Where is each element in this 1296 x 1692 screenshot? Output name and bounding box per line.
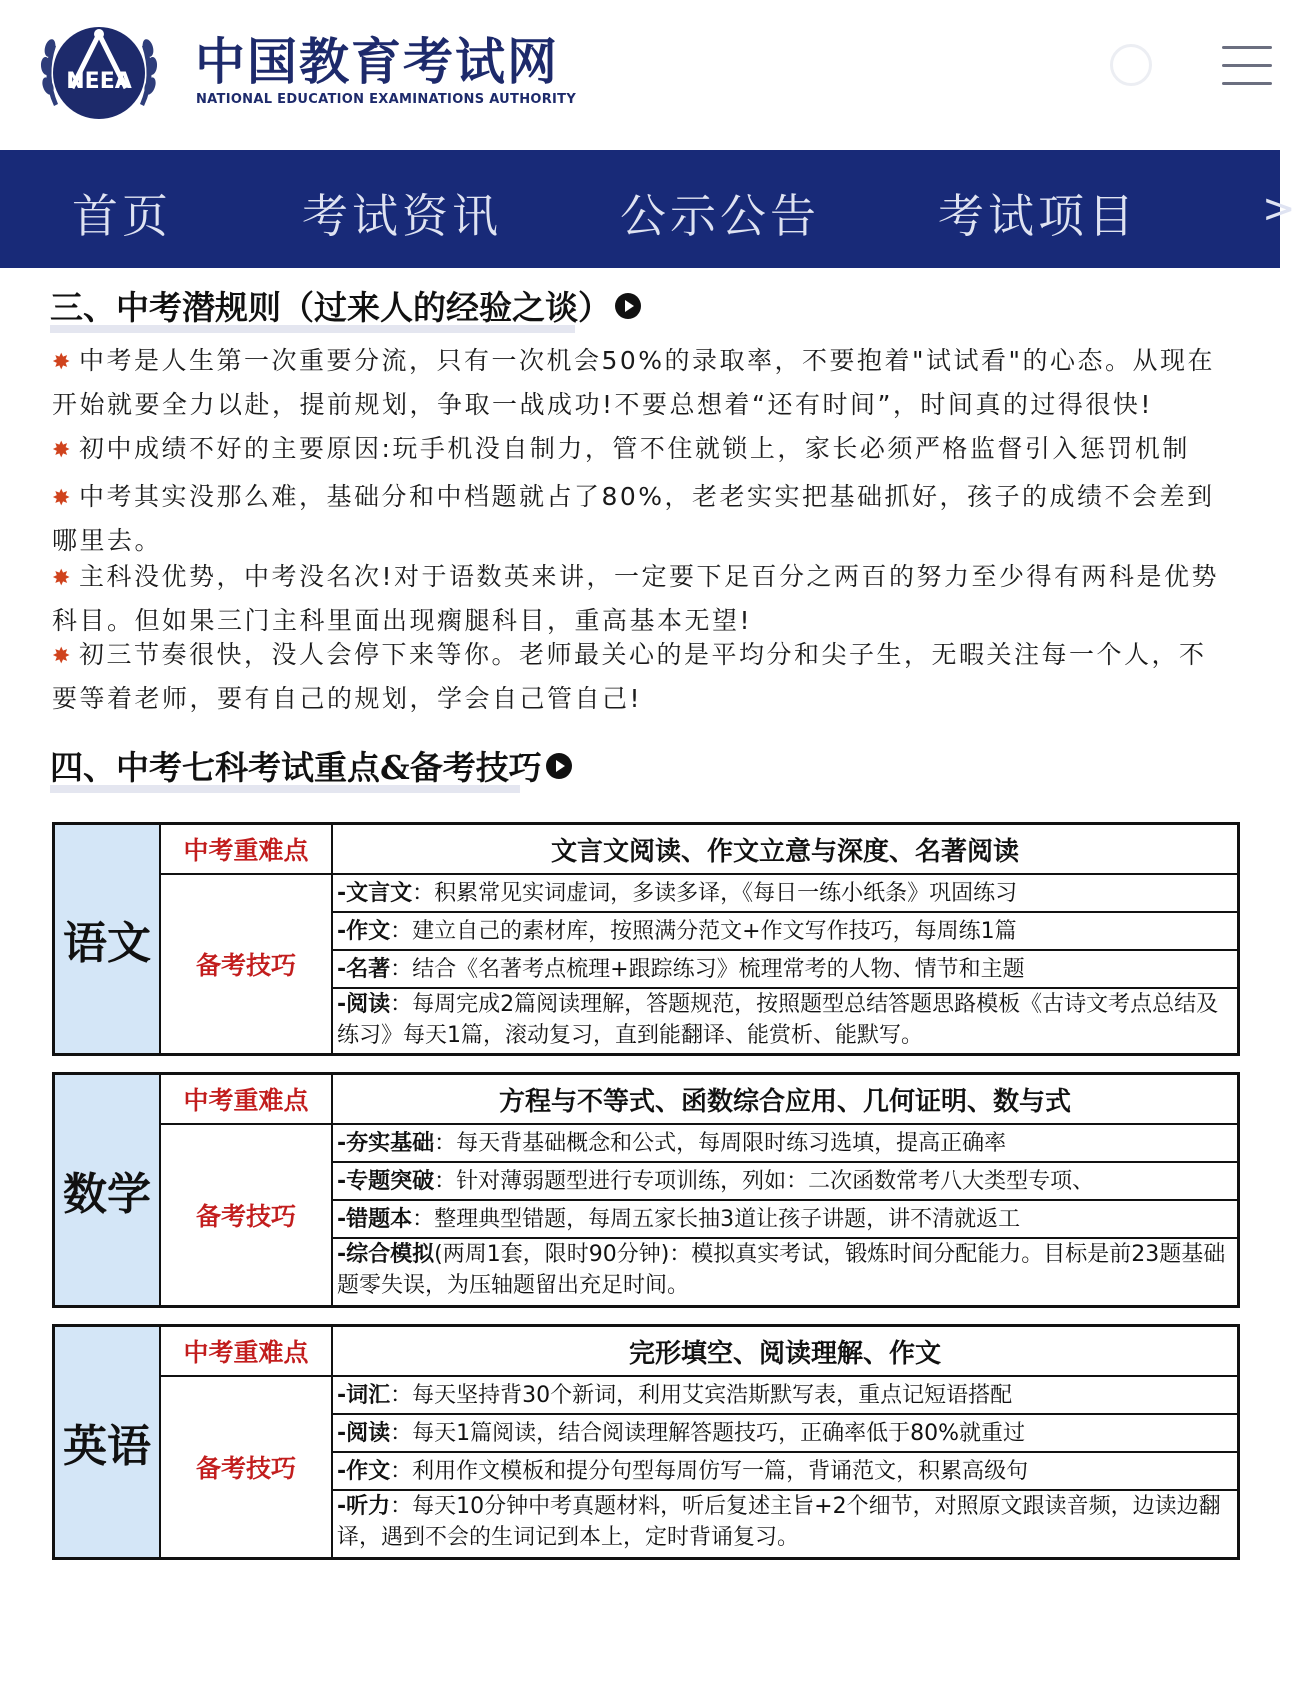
star-bullet-icon: ✸: [52, 566, 73, 591]
tip-row: -阅读 ：每天1篇阅读，结合阅读理解答题技巧，正确率低于80%就重过: [333, 1415, 1237, 1453]
rule-paragraph: ✸ 主科没优势，中考没名次!对于语数英来讲，一定要下足百分之两百的努力至少得有两科是优势科目。但如果三门主科里面出现瘸腿科目，重高基本无望!: [52, 562, 1219, 635]
key-points-text: 方程与不等式、函数综合应用、几何证明、数与式: [333, 1075, 1237, 1125]
key-points-text: 完形填空、阅读理解、作文: [333, 1327, 1237, 1377]
rule-paragraph: ✸ 中考是人生第一次重要分流，只有一次机会50%的录取率，不要抱着"试试看"的心态。从现在开始就要全力以赴，提前规划，争取一战成功!不要总想着“还有时间”，时间真的过得很快!: [52, 346, 1216, 419]
subject-name: 语文: [55, 825, 161, 1053]
subject-name: 数学: [55, 1075, 161, 1305]
nav-home[interactable]: 首页: [72, 189, 172, 243]
site-header: [0, 0, 1280, 150]
menu-icon[interactable]: [1222, 46, 1272, 92]
tip-row: -名著 ：结合《名著考点梳理+跟踪练习》梳理常考的人物、情节和主题: [333, 951, 1237, 989]
rule-paragraph: ✸ 中考其实没那么难，基础分和中档题就占了80%，老老实实把基础抓好，孩子的成绩不会差到哪里去。: [52, 482, 1215, 555]
search-icon[interactable]: [1110, 44, 1152, 86]
tip-row: -专题突破 ：针对薄弱题型进行专项训练，列如：二次函数常考八大类型专项、: [333, 1163, 1237, 1201]
tips-list: [333, 1125, 1237, 1305]
rule-paragraph: ✸ 初中成绩不好的主要原因:玩手机没自制力，管不住就锁上，家长必须严格监督引入惩罚机制: [52, 434, 1190, 463]
tip-row: -综合模拟(两周1套，限时90分钟)：模拟真实考试，锻炼时间分配能力。目标是前23题基础题零失误，为压轴题留出充足时间。: [337, 1242, 1226, 1298]
tip-row: -阅读：每周完成2篇阅读理解，答题规范，按照题型总结答题思路模板《古诗文考点总结及练习》每天1篇，滚动复习，直到能翻译、能赏析、能默写。: [337, 992, 1219, 1048]
nav-exam-projects[interactable]: 考试项目: [938, 189, 1138, 243]
tips-list: [333, 875, 1237, 1053]
tip-row: -作文 ：建立自己的素材库，按照满分范文+作文写作技巧，每周练1篇: [333, 913, 1237, 951]
tips-list: [333, 1377, 1237, 1557]
key-points-label: 中考重难点: [161, 1327, 333, 1377]
tip-row: -词汇 ：每天坚持背30个新词，利用艾宾浩斯默写表，重点记短语搭配: [333, 1377, 1237, 1415]
main-nav: [0, 150, 1296, 268]
nav-exam-news[interactable]: 考试资讯: [302, 189, 502, 243]
subject-table-chinese: [52, 822, 1240, 1056]
tips-label: 备考技巧: [161, 875, 333, 1053]
tip-row: -作文 ：利用作文模板和提分句型每周仿写一篇，背诵范文，积累高级句: [333, 1453, 1237, 1491]
subject-name: 英语: [55, 1327, 161, 1557]
section4-title: 四、中考七科考试重点&备考技巧: [50, 742, 572, 789]
tip-row: -听力：每天10分钟中考真题材料，听后复述主旨+2个细节，对照原文跟读音频，边读边翻译，遇到不会的生词记到本上，定时背诵复习。: [337, 1494, 1221, 1550]
key-points-label: 中考重难点: [161, 825, 333, 875]
star-bullet-icon: ✸: [52, 486, 73, 511]
subject-table-math: [52, 1072, 1240, 1308]
tips-label: 备考技巧: [161, 1125, 333, 1305]
site-subtitle: NATIONAL EDUCATION EXAMINATIONS AUTHORITY: [196, 92, 577, 107]
site-title[interactable]: 中国教育考试网: [195, 33, 559, 91]
neea-logo-icon[interactable]: [32, 6, 166, 140]
star-bullet-icon: ✸: [52, 438, 73, 463]
tips-label: 备考技巧: [161, 1377, 333, 1557]
rule-paragraph: ✸ 初三节奏很快，没人会停下来等你。老师最关心的是平均分和尖子生，无暇关注每一个人，不要等着老师，要有自己的规划，学会自己管自己!: [52, 640, 1207, 713]
key-points-text: 文言文阅读、作文立意与深度、名著阅读: [333, 825, 1237, 875]
subject-table-english: [52, 1324, 1240, 1560]
star-bullet-icon: ✸: [52, 644, 73, 669]
key-points-label: 中考重难点: [161, 1075, 333, 1125]
star-bullet-icon: ✸: [52, 350, 73, 375]
nav-more-chevron-icon[interactable]: >: [1262, 186, 1296, 232]
logo-text: NEEA: [66, 69, 132, 94]
play-icon[interactable]: [615, 293, 641, 319]
tip-row: -文言文 ：积累常见实词虚词，多读多译，《每日一练小纸条》巩固练习: [333, 875, 1237, 913]
section3-title: 三、中考潜规则（过来人的经验之谈）: [50, 282, 641, 329]
tip-row: -错题本 ：整理典型错题，每周五家长抽3道让孩子讲题，讲不清就返工: [333, 1201, 1237, 1239]
nav-announcements[interactable]: 公示公告: [620, 189, 820, 243]
play-icon[interactable]: [546, 753, 572, 779]
tip-row: -夯实基础 ：每天背基础概念和公式，每周限时练习选填，提高正确率: [333, 1125, 1237, 1163]
